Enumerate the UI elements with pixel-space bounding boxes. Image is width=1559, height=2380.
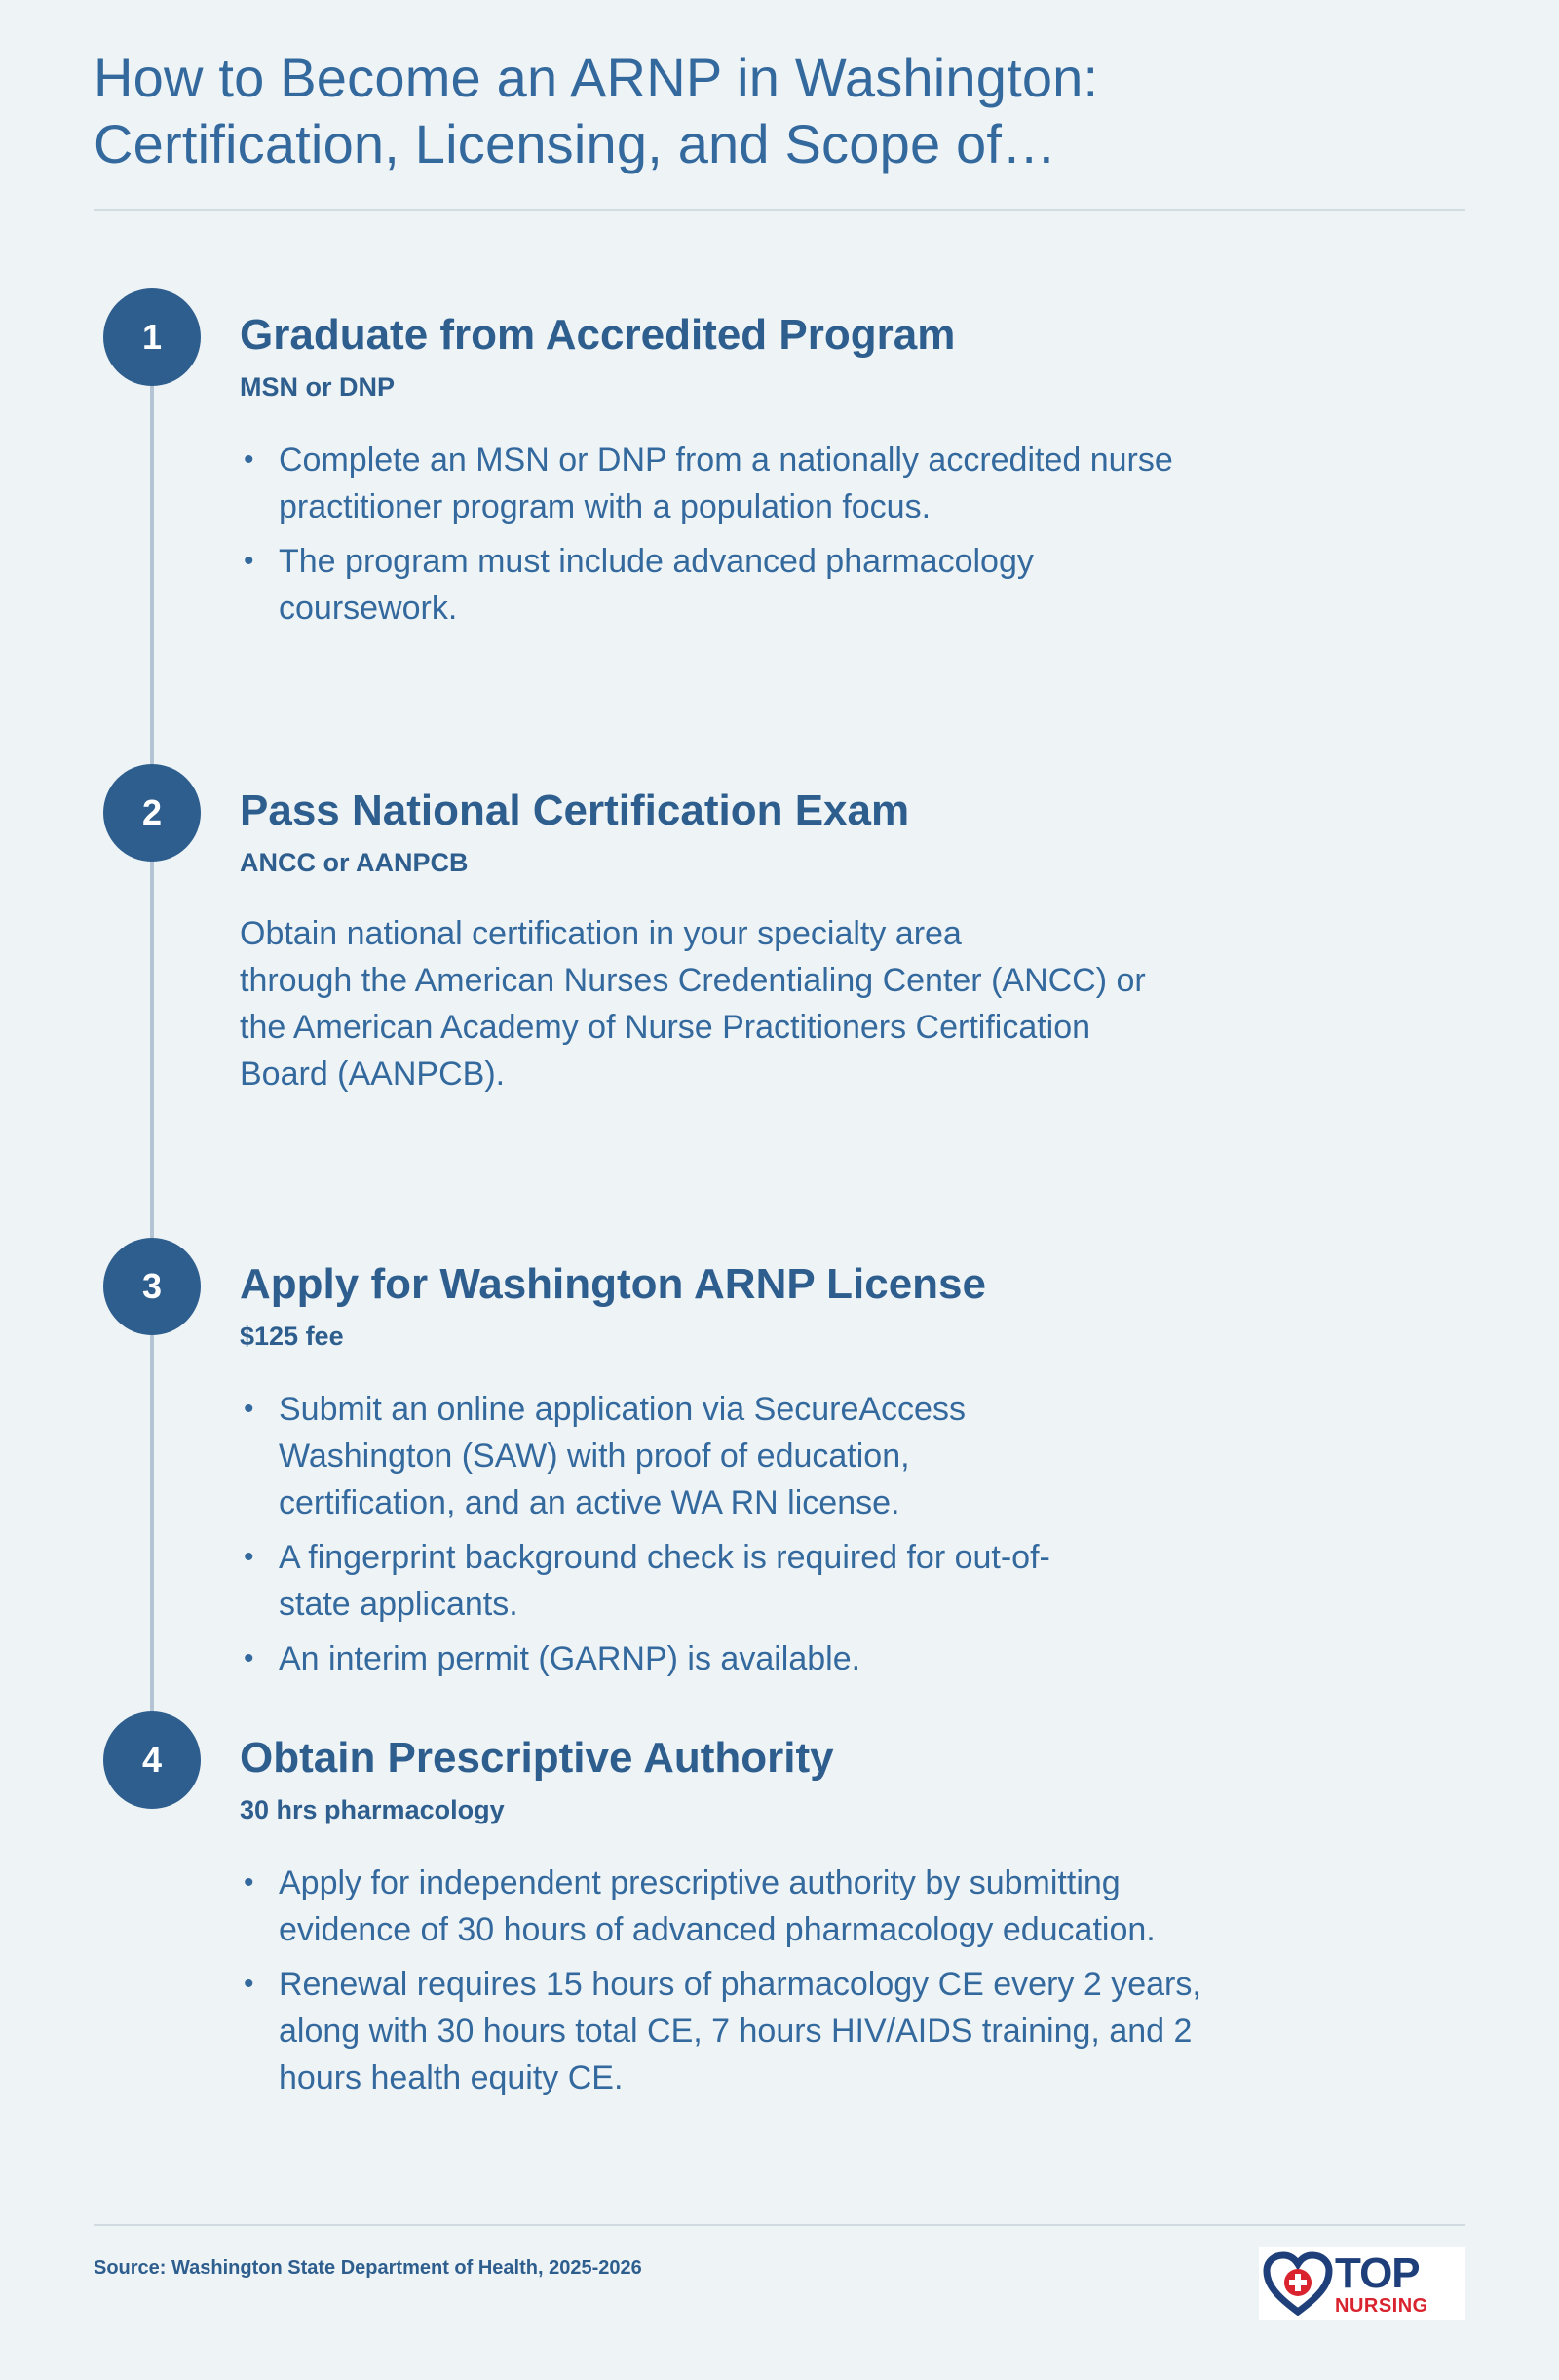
list-item: • Renewal requires 15 hours of pharmacology CE every 2 years, along with 30 hours total CE, 7 hours HIV/AIDS training, and 2 hours health equity CE.	[240, 1961, 1214, 2101]
step-3	[240, 1259, 1331, 1690]
step-3-title: Apply for Washington ARNP License	[240, 1260, 986, 1308]
description-line: through the American Nurses Credentialing Center (ANCC) or	[240, 962, 1146, 999]
step-1-bullets	[240, 437, 1175, 632]
list-item: • An interim permit (GARNP) is available.	[240, 1635, 1068, 1682]
step-4	[240, 1733, 1331, 2109]
logo-top-text: TOP	[1335, 2248, 1420, 2297]
bullet-icon: •	[244, 1866, 254, 1899]
step-4-subtitle: 30 hrs pharmacology	[240, 1795, 505, 1824]
bullet-icon: •	[244, 1968, 254, 2000]
list-item: • The program must include advanced pharmacology coursework.	[240, 538, 1175, 632]
description-line: Board (AANPCB).	[240, 1056, 506, 1093]
description-line: the American Academy of Nurse Practitioners Certification	[240, 1009, 1091, 1046]
step-2-title: Pass National Certification Exam	[240, 787, 910, 834]
list-item: • Apply for independent prescriptive authority by submitting evidence of 30 hours of advanced pharmacology education.	[240, 1860, 1214, 1953]
step-4-number-badge: 4	[103, 1711, 201, 1809]
step-2	[240, 786, 1331, 1097]
step-2-number-badge: 2	[103, 764, 201, 862]
step-1	[240, 310, 1331, 639]
list-item: • Submit an online application via SecureAccess Washington (SAW) with proof of education, certification, and an active WA RN license.	[240, 1386, 1068, 1526]
heart-cross-icon	[1263, 2251, 1333, 2316]
bullet-icon: •	[244, 1541, 254, 1573]
bullet-icon: •	[244, 545, 254, 577]
step-2-description	[240, 910, 1331, 1097]
page-title: How to Become an ARNP in Washington: Certification, Licensing, and Scope of…	[94, 47, 1099, 174]
timeline-connector	[150, 370, 154, 1754]
description-line: Obtain national certification in your specialty area	[240, 915, 962, 952]
logo-wordmark	[1335, 2248, 1428, 2317]
step-1-subtitle: MSN or DNP	[240, 372, 396, 402]
step-3-subtitle: $125 fee	[240, 1322, 344, 1351]
step-2-subtitle: ANCC or AANPCB	[240, 848, 469, 877]
list-item: • Complete an MSN or DNP from a nationally accredited nurse practitioner program with a population focus.	[240, 437, 1175, 530]
footer-divider	[94, 2224, 1465, 2226]
logo-nursing-text: NURSING	[1335, 2294, 1428, 2317]
title-divider	[94, 209, 1465, 211]
top-nursing-logo	[1259, 2247, 1465, 2320]
bullet-icon: •	[244, 1393, 254, 1425]
step-3-number-badge: 3	[103, 1238, 201, 1335]
bullet-icon: •	[244, 1642, 254, 1674]
step-4-bullets	[240, 1860, 1214, 2101]
step-4-title: Obtain Prescriptive Authority	[240, 1734, 834, 1782]
step-1-title: Graduate from Accredited Program	[240, 311, 956, 359]
step-3-bullets	[240, 1386, 1068, 1682]
source-citation: Source: Washington State Department of Health, 2025-2026	[94, 2257, 642, 2279]
bullet-icon: •	[244, 443, 254, 476]
step-1-number-badge: 1	[103, 288, 201, 386]
list-item: • A fingerprint background check is required for out-of-state applicants.	[240, 1534, 1068, 1628]
